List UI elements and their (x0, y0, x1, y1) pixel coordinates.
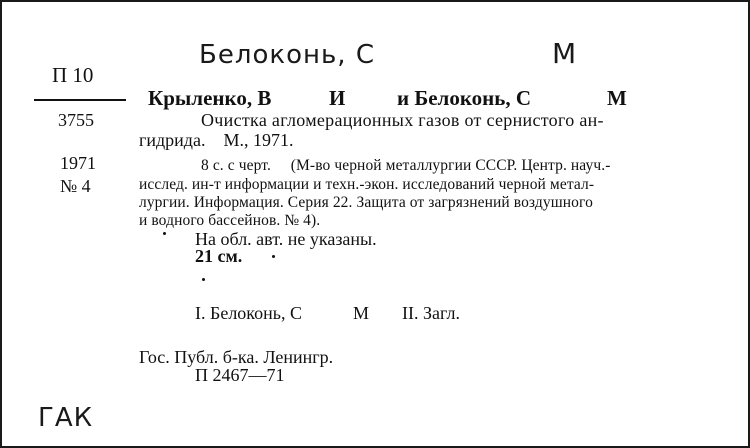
accession-number: 3755 (58, 110, 94, 130)
tracing-initial: М (353, 303, 370, 323)
heading-author2: и Белоконь, С (397, 86, 532, 110)
library-code: П 2467—71 (195, 365, 285, 385)
heading-initial2: М (607, 86, 627, 110)
note-line: 21 см. (195, 246, 243, 266)
description-line: исслед. ин-т информации и техн.-экон. исследований черной метал- (139, 176, 595, 193)
handwritten-bottom-note: ГАК (38, 403, 94, 433)
description-line: 8 с. с черт. (М-во черной металлургии СССР. Центр. науч.- (201, 157, 611, 174)
heading-initial1: И (329, 86, 346, 110)
description-line: лургии. Информация. Серия 22. Защита от загрязнений воздушного (139, 194, 593, 211)
heading-author1: Крыленко, В (148, 86, 272, 110)
speck (202, 278, 205, 281)
speck (272, 255, 275, 258)
handwritten-author-note: Белоконь, С (199, 40, 375, 70)
issue-number: № 4 (60, 176, 91, 196)
year: 1971 (60, 153, 96, 173)
note-line: На обл. авт. не указаны. (195, 229, 377, 249)
library-name: Гос. Публ. б-ка. Ленингр. (139, 347, 334, 367)
call-number: П 10 (52, 63, 94, 87)
tracing-item: I. Белоконь, С (195, 303, 302, 323)
handwritten-author-initial: М (552, 37, 578, 70)
title-line: гидрида. М., 1971. (139, 130, 294, 150)
title-line: Очистка агломерационных газов от сернистого ан- (201, 110, 604, 130)
divider-rule (34, 99, 126, 101)
speck (163, 232, 166, 235)
description-line: и водного бассейнов. № 4). (139, 212, 321, 229)
tracing-item: II. Загл. (402, 303, 460, 323)
